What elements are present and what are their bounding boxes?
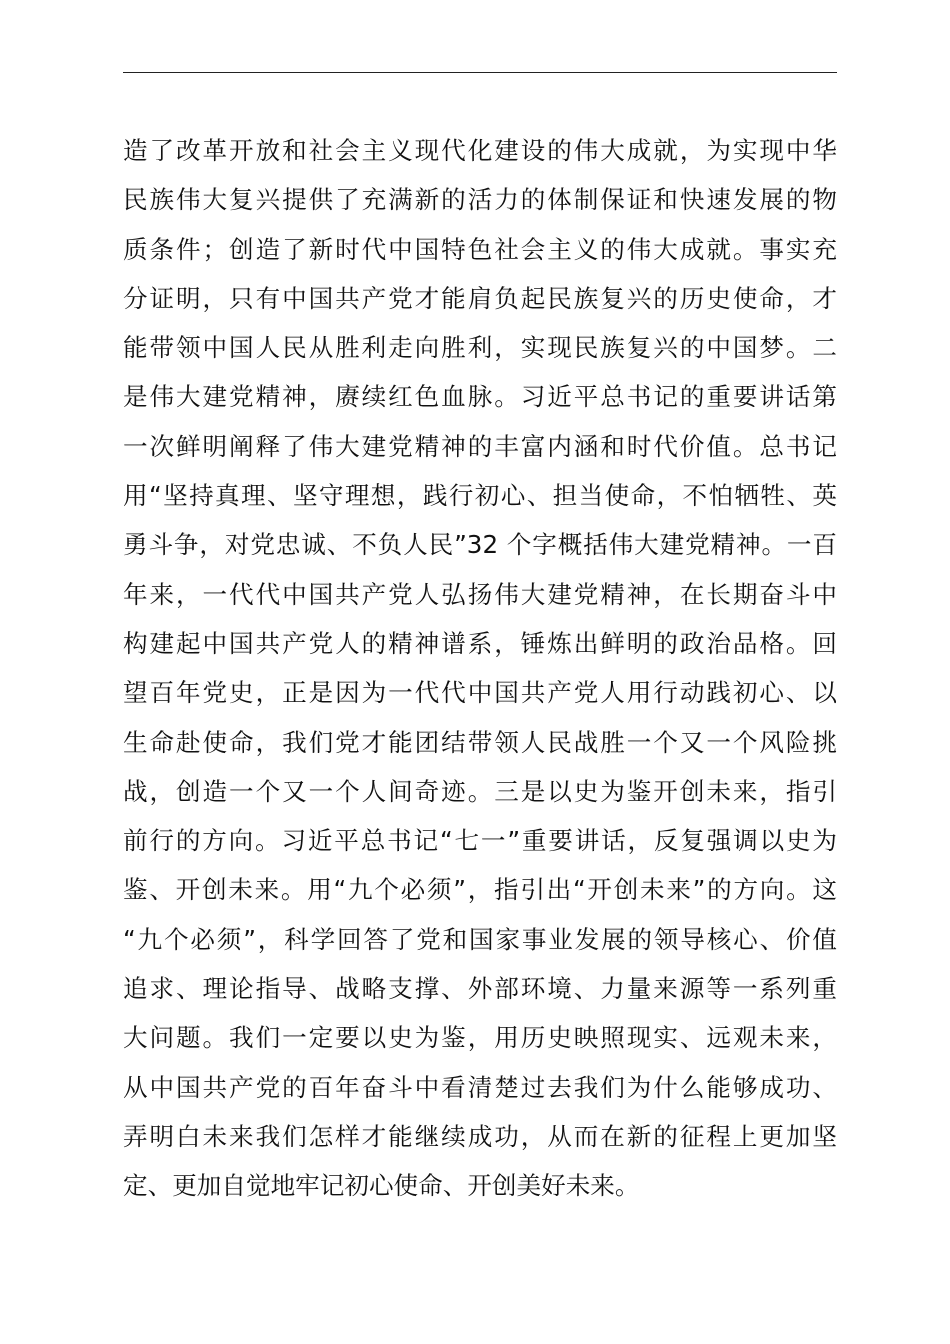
text-line: 是伟大建党精神，赓续红色血脉。习近平总书记的重要讲话第 bbox=[123, 382, 837, 412]
text-line: 一次鲜明阐释了伟大建党精神的丰富内涵和时代价值。总书记 bbox=[123, 431, 837, 461]
text-line: 造了改革开放和社会主义现代化建设的伟大成就，为实现中华 bbox=[123, 136, 837, 165]
text-line: “九个必须”，科学回答了党和国家事业发展的领导核心、价值 bbox=[123, 924, 837, 954]
text-line: 追求、理论指导、战略支撑、外部环境、力量来源等一系列重 bbox=[123, 974, 837, 1004]
text-line: 大问题。我们一定要以史为鉴，用历史映照现实、远观未来， bbox=[123, 1023, 837, 1053]
text-line: 能带领中国人民从胜利走向胜利，实现民族复兴的中国梦。二 bbox=[123, 333, 837, 363]
text-line: 年来，一代代中国共产党人弘扬伟大建党精神，在长期奋斗中 bbox=[123, 579, 837, 609]
text-line: 构建起中国共产党人的精神谱系，锤炼出鲜明的政治品格。回 bbox=[123, 628, 837, 658]
text-line: 鉴、开创未来。用“九个必须”，指引出“开创未来”的方向。这 bbox=[123, 875, 837, 905]
body-paragraph bbox=[123, 126, 837, 1211]
text-line: 用“坚持真理、坚守理想，践行初心、担当使命，不怕牺牲、英 bbox=[123, 481, 837, 511]
text-line: 定、更加自觉地牢记初心使命、开创美好未来。 bbox=[123, 1171, 640, 1201]
text-line: 望百年党史，正是因为一代代中国共产党人用行动践初心、以 bbox=[123, 678, 837, 708]
text-line: 从中国共产党的百年奋斗中看清楚过去我们为什么能够成功、 bbox=[123, 1072, 837, 1102]
text-line: 前行的方向。习近平总书记“七一”重要讲话，反复强调以史为 bbox=[123, 826, 837, 856]
text-line: 质条件；创造了新时代中国特色社会主义的伟大成就。事实充 bbox=[123, 234, 837, 264]
text-line: 战，创造一个又一个人间奇迹。三是以史为鉴开创未来，指引 bbox=[123, 776, 837, 806]
text-line: 弄明白未来我们怎样才能继续成功，从而在新的征程上更加坚 bbox=[123, 1121, 837, 1151]
text-line: 生命赴使命，我们党才能团结带领人民战胜一个又一个风险挑 bbox=[123, 727, 837, 757]
text-line: 勇斗争，对党忠诚、不负人民”32 个字概括伟大建党精神。一百 bbox=[123, 530, 837, 560]
text-line: 民族伟大复兴提供了充满新的活力的体制保证和快速发展的物 bbox=[123, 185, 837, 215]
header-rule bbox=[123, 72, 837, 73]
text-line: 分证明，只有中国共产党才能肩负起民族复兴的历史使命，才 bbox=[123, 283, 837, 313]
